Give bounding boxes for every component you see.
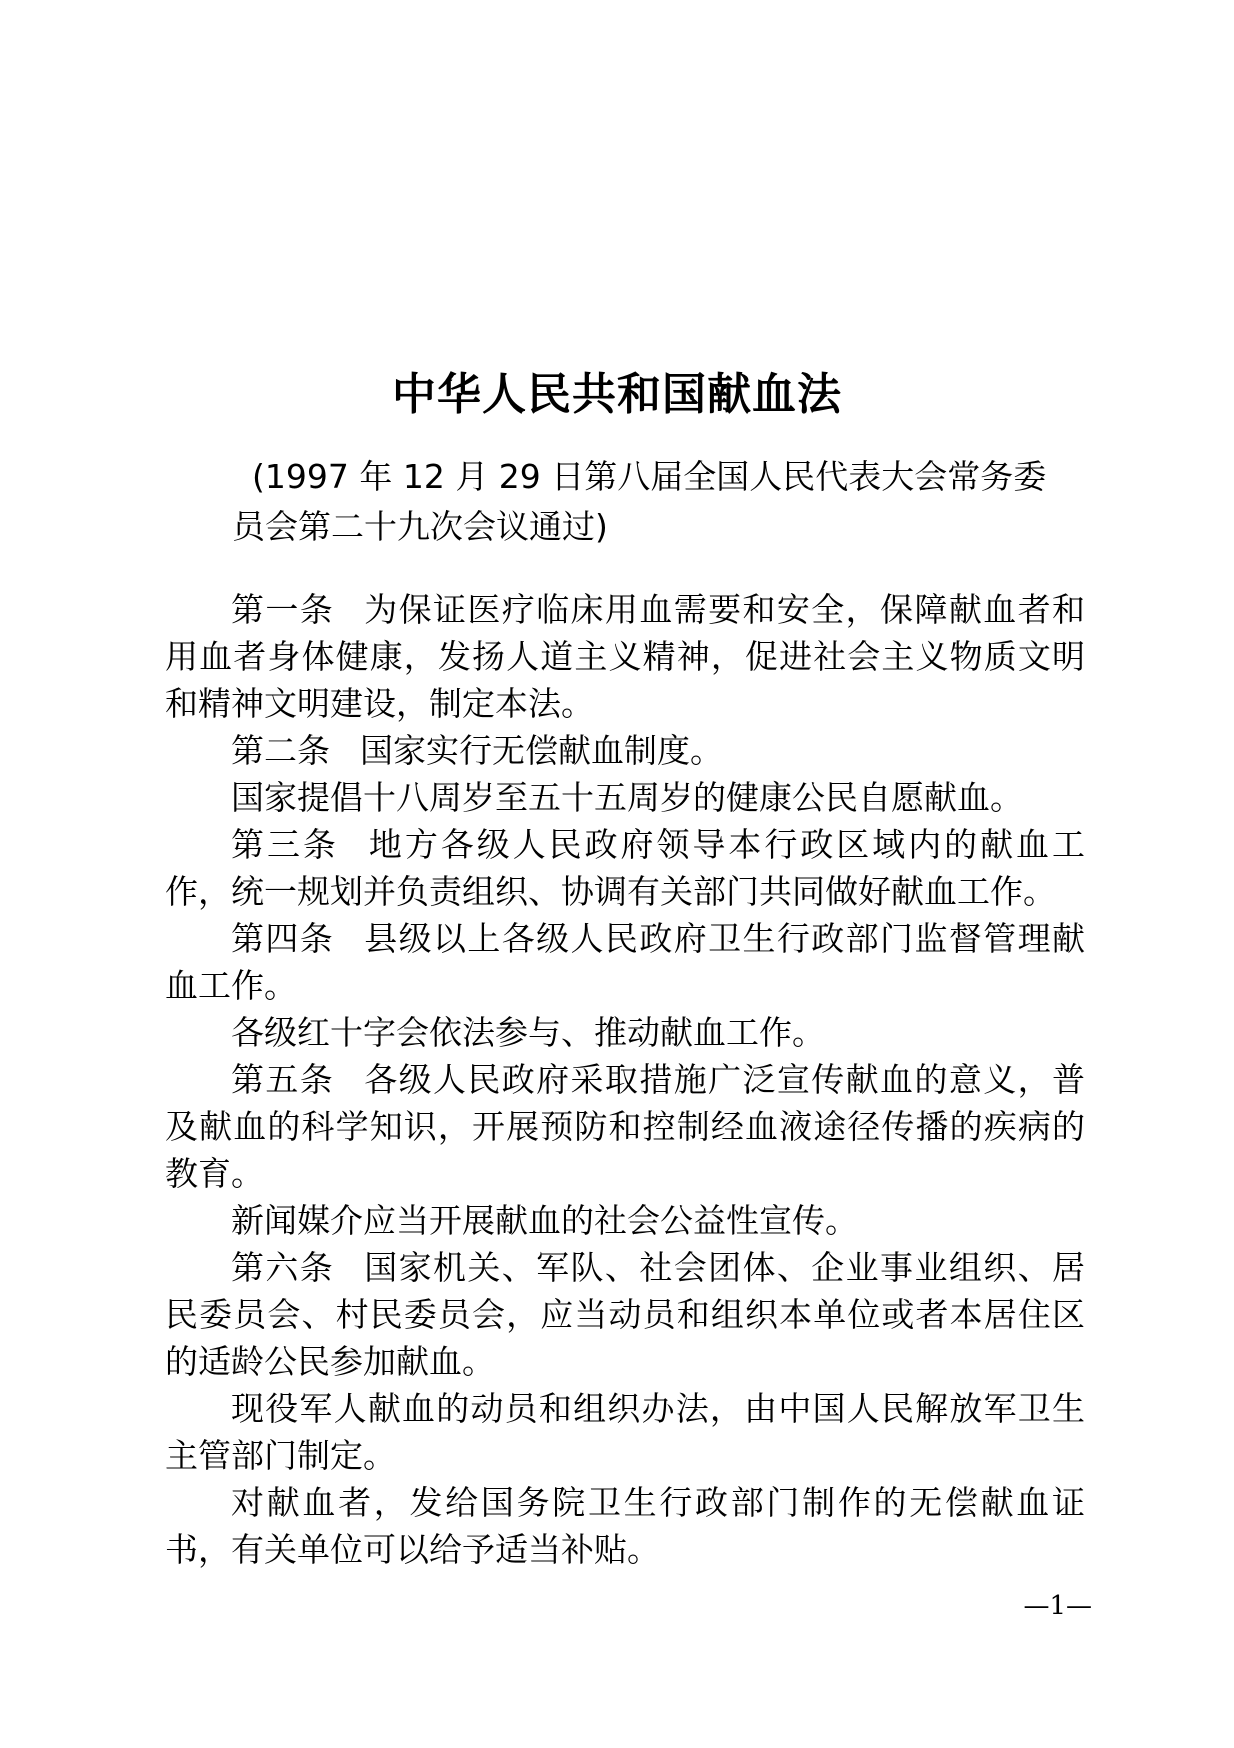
article-label: 第三条 [231,825,339,864]
article-label: 第一条 [231,590,335,629]
adoption-note-line-2: 员会第二十九次会议通过) [232,507,608,546]
paragraph-article-4 [165,915,1085,1009]
article-label: 第二条 [231,731,330,770]
paragraph-article-2 [165,727,1085,774]
paragraph-text: 县级以上各级人民政府卫生行政部门监督管理献血工作。 [165,919,1086,1005]
paragraph-text: 国家实行无偿献血制度。 [360,731,723,770]
paragraph-article-6 [165,1244,1085,1385]
paragraph-text: 各级人民政府采取措施广泛宣传献血的意义，普及献血的科学知识，开展预防和控制经血液途径传播的疾病的教育。 [165,1060,1086,1193]
paragraph-text: 地方各级人民政府领导本行政区域内的献血工作，统一规划并负责组织、协调有关部门共同做好献血工作。 [165,825,1086,911]
paragraph-text: 为保证医疗临床用血需要和安全，保障献血者和用血者身体健康，发扬人道主义精神，促进社会主义物质文明和精神文明建设，制定本法。 [165,590,1086,723]
paragraph-article-3 [165,821,1085,915]
paragraph-article-5 [165,1056,1085,1197]
paragraph-article-1 [165,586,1085,727]
article-label: 第六条 [231,1248,335,1287]
article-label: 第四条 [231,919,335,958]
paragraph-article-6-clause-3 [165,1479,1085,1573]
document-body [165,586,1085,1573]
paragraph-text: 现役军人献血的动员和组织办法，由中国人民解放军卫生主管部门制定。 [165,1389,1085,1475]
paragraph-article-4-clause-2 [165,1009,1085,1056]
paragraph-article-2-clause-2 [165,774,1085,821]
paragraph-text: 对献血者，发给国务院卫生行政部门制作的无偿献血证书，有关单位可以给予适当补贴。 [165,1483,1085,1569]
document-title: 中华人民共和国献血法 [392,369,842,421]
paragraph-text: 国家机关、军队、社会团体、企业事业组织、居民委员会、村民委员会，应当动员和组织本单位或者本居住区的适龄公民参加献血。 [165,1248,1086,1381]
paragraph-article-5-clause-2 [165,1197,1085,1244]
paragraph-text: 新闻媒介应当开展献血的社会公益性宣传。 [231,1201,858,1240]
adoption-note-line-1: (1997 年 12 月 29 日第八届全国人民代表大会常务委 [252,457,1047,496]
paragraph-article-6-clause-2 [165,1385,1085,1479]
adoption-note [232,452,1092,552]
page-number: —1— [1023,1591,1092,1621]
paragraph-text: 各级红十字会依法参与、推动献血工作。 [231,1013,825,1052]
paragraph-text: 国家提倡十八周岁至五十五周岁的健康公民自愿献血。 [231,778,1023,817]
article-label: 第五条 [231,1060,335,1099]
